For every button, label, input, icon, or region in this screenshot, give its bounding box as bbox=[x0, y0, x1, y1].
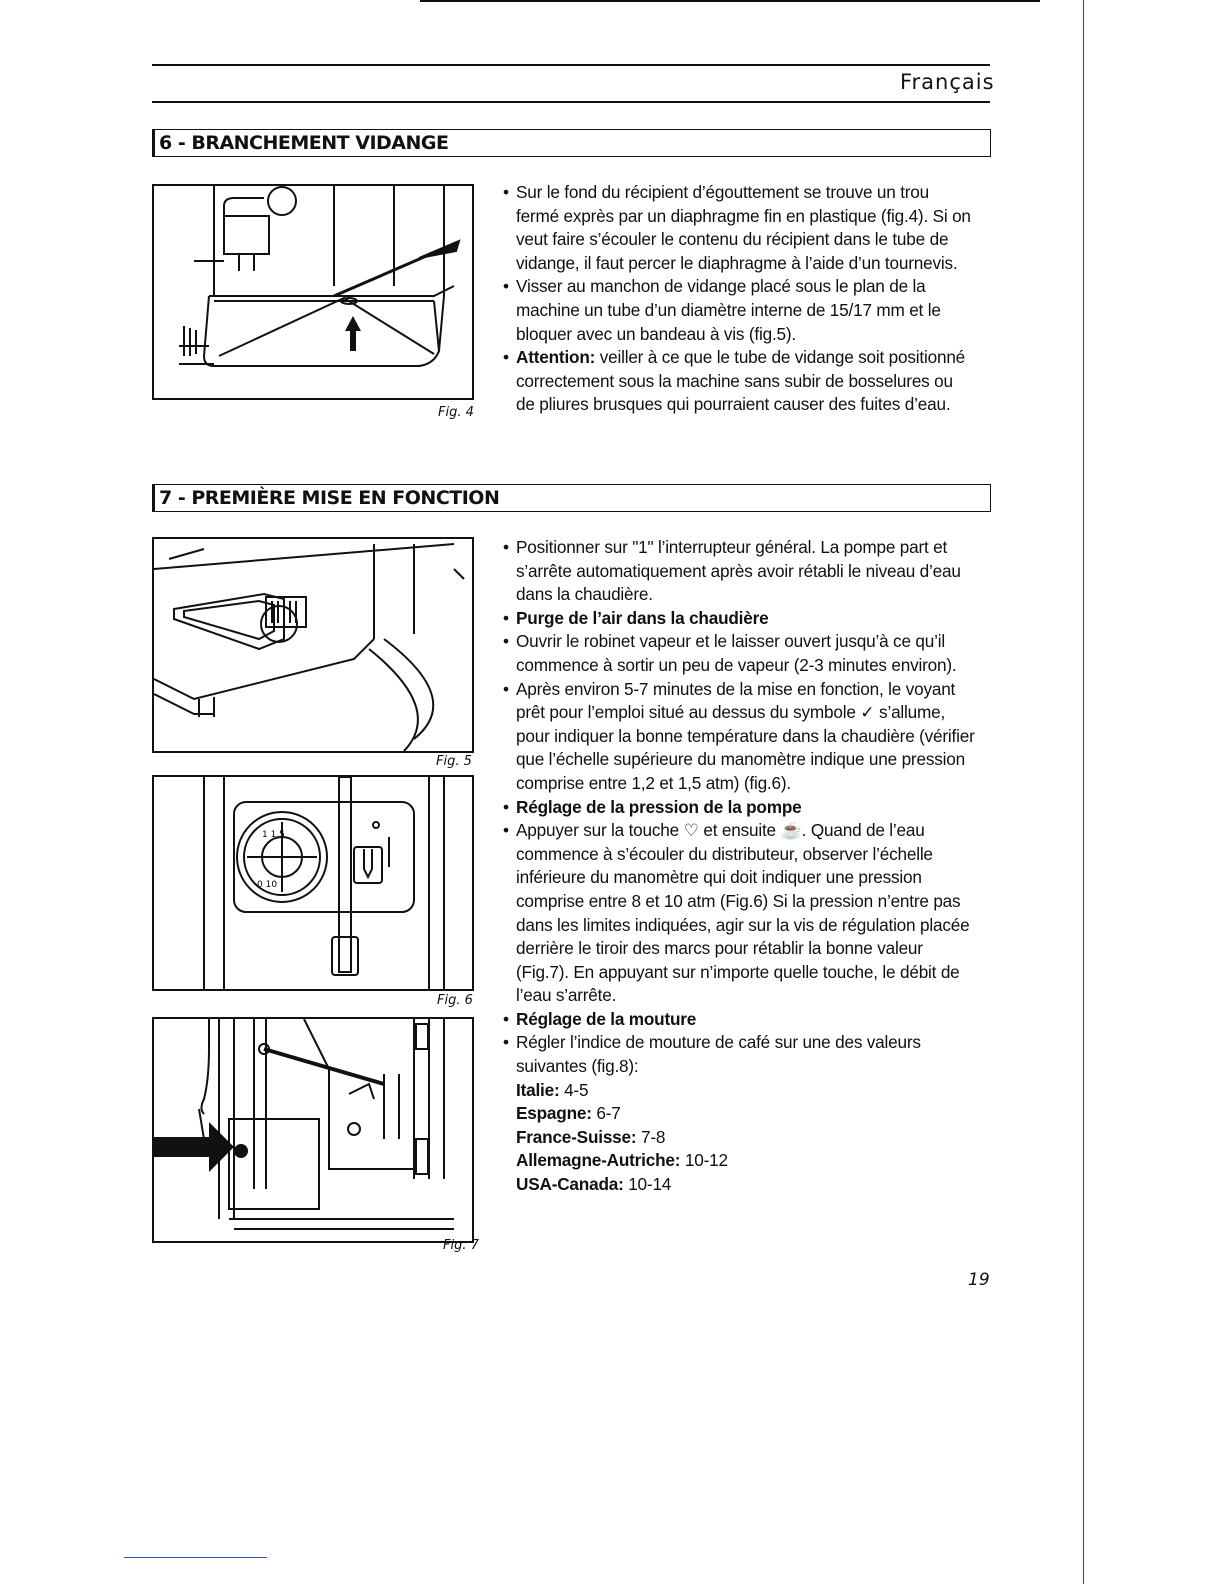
section-7-text bbox=[503, 536, 978, 1197]
section-6-text bbox=[503, 181, 973, 417]
section-7-bullet-4: • Après environ 5-7 minutes de la mise en fonction, le voyant prêt pour l’emploi situé au dessus du symbole ✓ s’allume, pour indiquer la bonne température dans la chaudière (vérifier que l’échelle supérieure du manomètre indique une pression comprise entre 1,2 et 1,5 atm) (fig.6). bbox=[503, 678, 978, 796]
section-6-title: 6 - BRANCHEMENT VIDANGE bbox=[159, 132, 449, 154]
section-6-header bbox=[152, 129, 991, 157]
svg-text:1 1,5: 1 1,5 bbox=[262, 830, 285, 840]
drip-tray-illustration bbox=[154, 186, 472, 398]
header-language: Français bbox=[900, 70, 995, 94]
section-7-heading-purge: • Purge de l’air dans la chaudière bbox=[503, 607, 978, 631]
section-7-bullet-8: • Régler l’indice de mouture de café sur une des valeurs suivantes (fig.8): bbox=[503, 1031, 978, 1078]
page-number: 19 bbox=[968, 1270, 990, 1290]
figure-5-caption: Fig. 5 bbox=[436, 754, 472, 769]
figure-6-caption: Fig. 6 bbox=[437, 993, 473, 1008]
section-7-heading-pressure: • Réglage de la pression de la pompe bbox=[503, 796, 978, 820]
figure-6-manometer bbox=[152, 775, 474, 991]
section-7-bullet-1: • Positionner sur "1" l’interrupteur général. La pompe part et s’arrête automatiquement après avoir rétabli le niveau d’eau dans la chaudière. bbox=[503, 536, 978, 607]
bottom-link-line bbox=[124, 1557, 267, 1558]
section-7-heading-grind: • Réglage de la mouture bbox=[503, 1008, 978, 1032]
section-6-bullet-3: • Attention: veiller à ce que le tube de vidange soit positionné correctement sous la machine sans subir de bosselures ou de pliures brusques qui pourraient causer des fuites d’eau. bbox=[503, 346, 973, 417]
figure-4-drip-tray bbox=[152, 184, 474, 400]
section-6-bullet-2: • Visser au manchon de vidange placé sous le plan de la machine un tube d’un diamètre interne de 15/17 mm et le bloquer avec un bandeau à vis (fig.5). bbox=[503, 275, 973, 346]
right-page-edge bbox=[1083, 0, 1084, 1584]
figure-4-caption: Fig. 4 bbox=[438, 405, 474, 420]
top-border-line bbox=[420, 0, 1040, 2]
figure-5-drawer bbox=[152, 537, 474, 753]
figure-7-caption: Fig. 7 bbox=[443, 1238, 479, 1253]
grind-value-usa-canada: USA-Canada: 10-14 bbox=[516, 1174, 672, 1195]
figure-7-regulation-screw bbox=[152, 1017, 474, 1243]
section-7-bullet-3: • Ouvrir le robinet vapeur et le laisser ouvert jusqu’à ce qu’il commence à sortir un peu de vapeur (2-3 minutes environ). bbox=[503, 630, 978, 677]
arrow-right-icon bbox=[154, 1122, 234, 1172]
header-rule-top bbox=[152, 64, 990, 66]
section-7-title: 7 - PREMIÈRE MISE EN FONCTION bbox=[159, 487, 500, 509]
grind-value-allemagne-autriche: Allemagne-Autriche: 10-12 bbox=[516, 1150, 728, 1171]
arrow-up-icon bbox=[345, 316, 361, 351]
section-6-bullet-1: • Sur le fond du récipient d’égouttement se trouve un trou fermé exprès par un diaphragme fin en plastique (fig.4). Si on veut faire s’écouler le contenu du récipient dans le tube de vidange, il faut percer le diaphragme à l’aide d’un tournevis. bbox=[503, 181, 973, 275]
header-rule-bottom bbox=[152, 101, 990, 103]
grind-value-espagne: Espagne: 6-7 bbox=[516, 1103, 621, 1124]
section-7-bullet-6: • Appuyer sur la touche ♡ et ensuite ☕. Quand de l’eau commence à s’écouler du distributeur, observer l’échelle inférieure du manomètre qui doit indiquer une pression comprise entre 8 et 10 atm (Fig.6) Si la pression n’entre pas dans les limites indiquées, agir sur la vis de régulation placée derrière le tiroir des marcs pour rétablir la bonne valeur (Fig.7). En appuyant sur n’importe quelle touche, le débit de l’eau s’arrête. bbox=[503, 819, 978, 1008]
grind-value-italie: Italie: 4-5 bbox=[516, 1079, 589, 1100]
section-7-header bbox=[152, 484, 991, 512]
svg-text:0 10: 0 10 bbox=[257, 880, 278, 890]
grind-value-france-suisse: France-Suisse: 7-8 bbox=[516, 1126, 666, 1147]
